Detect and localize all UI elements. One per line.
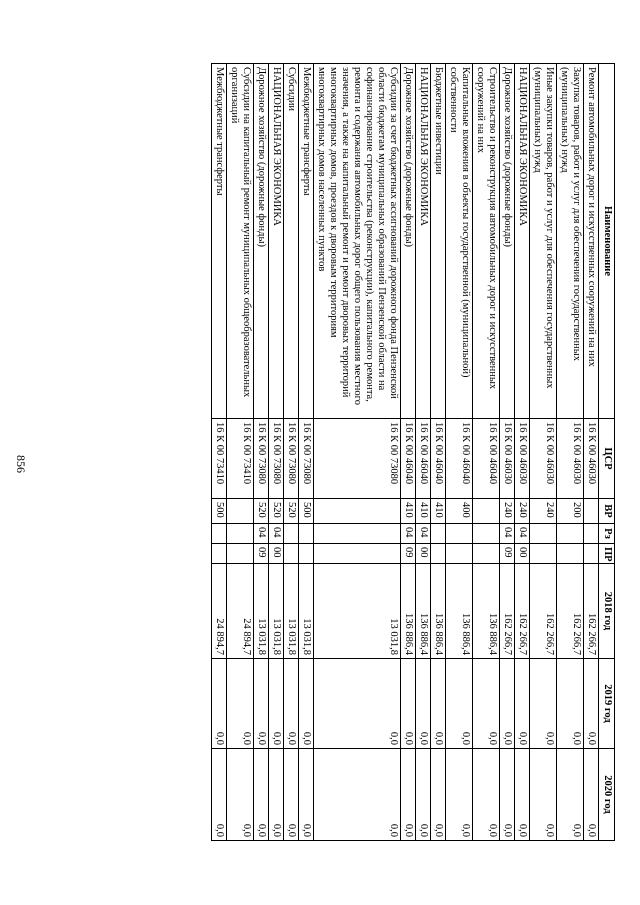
cell-2019: 0,0 (446, 659, 473, 749)
cell-csr: 16 К 00 73080 (284, 419, 299, 499)
cell-2018: 162 266,7 (500, 564, 515, 659)
cell-rz: 04 (254, 524, 269, 544)
table-body (212, 64, 599, 841)
table-row (269, 64, 284, 841)
cell-csr: 16 К 00 46030 (557, 419, 584, 499)
cell-name: Дорожное хозяйство (дорожные фонды) (500, 64, 515, 419)
cell-2019: 0,0 (557, 659, 584, 749)
cell-2019: 0,0 (269, 659, 284, 749)
cell-2018: 13 031,8 (284, 564, 299, 659)
cell-csr: 16 К 00 73410 (212, 419, 227, 499)
cell-vr: 400 (446, 499, 473, 524)
cell-2018: 24 894,7 (212, 564, 227, 659)
header-2019: 2019 год (599, 659, 615, 749)
cell-pr: 09 (254, 544, 269, 564)
cell-rz (446, 524, 473, 544)
header-rz: Рз (599, 524, 615, 544)
cell-vr: 520 (284, 499, 299, 524)
cell-csr: 16 К 00 46030 (584, 419, 599, 499)
cell-rz (557, 524, 584, 544)
cell-2020: 0,0 (227, 749, 254, 841)
cell-rz: 04 (500, 524, 515, 544)
cell-csr: 16 К 00 73080 (299, 419, 314, 499)
cell-2020: 0,0 (269, 749, 284, 841)
cell-2019: 0,0 (584, 659, 599, 749)
cell-csr: 16 К 00 46040 (401, 419, 416, 499)
table-row (473, 64, 500, 841)
cell-2019: 0,0 (416, 659, 431, 749)
header-2020: 2020 год (599, 749, 615, 841)
cell-vr (227, 499, 254, 524)
table-row (416, 64, 431, 841)
table-row (530, 64, 557, 841)
cell-2018: 13 031,8 (269, 564, 284, 659)
cell-vr: 410 (431, 499, 446, 524)
table-row (314, 64, 401, 841)
cell-pr (584, 544, 599, 564)
cell-2018: 162 266,7 (584, 564, 599, 659)
cell-vr: 410 (401, 499, 416, 524)
cell-csr: 16 К 00 73080 (269, 419, 284, 499)
cell-name: Межбюджетные трансферты (299, 64, 314, 419)
table-row (557, 64, 584, 841)
cell-pr (212, 544, 227, 564)
header-2018: 2018 год (599, 564, 615, 659)
cell-vr: 240 (530, 499, 557, 524)
cell-2020: 0,0 (515, 749, 530, 841)
cell-2018: 162 266,7 (557, 564, 584, 659)
table-row (299, 64, 314, 841)
header-csr: ЦСР (599, 419, 615, 499)
cell-vr: 240 (500, 499, 515, 524)
header-name: Наименование (599, 64, 615, 419)
cell-rz (584, 524, 599, 544)
cell-2018: 136 886,4 (446, 564, 473, 659)
cell-2019: 0,0 (500, 659, 515, 749)
cell-2020: 0,0 (584, 749, 599, 841)
header-pr: ПР (599, 544, 615, 564)
cell-vr (584, 499, 599, 524)
cell-vr: 240 (515, 499, 530, 524)
cell-2019: 0,0 (530, 659, 557, 749)
table-row (446, 64, 473, 841)
cell-name: Строительство и реконструкция автомобильных дорог и искусственных сооружений на них (473, 64, 500, 419)
table-row (212, 64, 227, 841)
cell-pr: 09 (401, 544, 416, 564)
cell-rz (530, 524, 557, 544)
cell-name: Субсидии (284, 64, 299, 419)
cell-name: НАЦИОНАЛЬНАЯ ЭКОНОМИКА (515, 64, 530, 419)
cell-vr: 500 (299, 499, 314, 524)
cell-name: Дорожное хозяйство (дорожные фонды) (401, 64, 416, 419)
cell-2019: 0,0 (299, 659, 314, 749)
cell-csr: 16 К 00 46030 (515, 419, 530, 499)
cell-csr: 16 К 00 46040 (431, 419, 446, 499)
cell-vr: 500 (212, 499, 227, 524)
cell-2020: 0,0 (212, 749, 227, 841)
cell-name: Закупка товаров, работ и услуг для обеспечения государственных (муниципальных) нужд (557, 64, 584, 419)
cell-csr: 16 К 00 46040 (446, 419, 473, 499)
cell-pr (431, 544, 446, 564)
cell-2020: 0,0 (299, 749, 314, 841)
cell-2020: 0,0 (401, 749, 416, 841)
cell-pr (557, 544, 584, 564)
cell-rz (431, 524, 446, 544)
cell-rz (473, 524, 500, 544)
cell-pr (227, 544, 254, 564)
cell-vr: 200 (557, 499, 584, 524)
cell-name: Субсидии за счет бюджетных ассигнований дорожного фонда Пензенской области бюджетам муниципальных образований Пензенской области на софинансирование строительства (реконструкции), капитального ремонта, ремонта и содержания автомобильных дорог общего пользования местного значения, а также на капитальный ремонт и ремонт дворовых территорий многоквартирных домов, проездов к дворовым территориям многоквартирных домов населенных пунктов (314, 64, 401, 419)
cell-2018: 136 886,4 (431, 564, 446, 659)
cell-rz (284, 524, 299, 544)
cell-2018: 136 886,4 (401, 564, 416, 659)
cell-rz: 04 (515, 524, 530, 544)
cell-2020: 0,0 (500, 749, 515, 841)
cell-vr: 520 (269, 499, 284, 524)
rotated-page (90, 63, 615, 840)
cell-pr (446, 544, 473, 564)
cell-pr: 00 (515, 544, 530, 564)
cell-rz (212, 524, 227, 544)
cell-2018: 136 886,4 (473, 564, 500, 659)
cell-pr (284, 544, 299, 564)
cell-2018: 136 886,4 (416, 564, 431, 659)
cell-2019: 0,0 (284, 659, 299, 749)
table-header-row (599, 64, 615, 841)
table-row (254, 64, 269, 841)
cell-2019: 0,0 (431, 659, 446, 749)
cell-name: Ремонт автомобильных дорог и искусственных сооружений на них (584, 64, 599, 419)
cell-2020: 0,0 (446, 749, 473, 841)
cell-rz: 04 (401, 524, 416, 544)
cell-2019: 0,0 (314, 659, 401, 749)
cell-2018: 13 031,8 (314, 564, 401, 659)
budget-table (211, 63, 615, 841)
table-row (227, 64, 254, 841)
cell-vr: 410 (416, 499, 431, 524)
cell-2018: 13 031,8 (254, 564, 269, 659)
cell-csr: 16 К 00 73410 (227, 419, 254, 499)
cell-2020: 0,0 (557, 749, 584, 841)
cell-pr (299, 544, 314, 564)
cell-2019: 0,0 (212, 659, 227, 749)
cell-name: Бюджетные инвестиции (431, 64, 446, 419)
cell-pr: 00 (269, 544, 284, 564)
cell-name: Дорожное хозяйство (дорожные фонды) (254, 64, 269, 419)
cell-pr (314, 544, 401, 564)
table-row (515, 64, 530, 841)
cell-2020: 0,0 (254, 749, 269, 841)
cell-csr: 16 К 00 46030 (500, 419, 515, 499)
cell-2019: 0,0 (401, 659, 416, 749)
page-number: 856 (14, 455, 28, 473)
cell-name: НАЦИОНАЛЬНАЯ ЭКОНОМИКА (269, 64, 284, 419)
cell-2020: 0,0 (431, 749, 446, 841)
table-row (431, 64, 446, 841)
cell-2019: 0,0 (515, 659, 530, 749)
cell-pr (530, 544, 557, 564)
table-row (500, 64, 515, 841)
cell-vr (473, 499, 500, 524)
cell-rz (314, 524, 401, 544)
cell-csr: 16 К 00 73080 (254, 419, 269, 499)
cell-2018: 13 031,8 (299, 564, 314, 659)
cell-2018: 24 894,7 (227, 564, 254, 659)
cell-vr: 520 (254, 499, 269, 524)
cell-pr: 00 (416, 544, 431, 564)
cell-rz (227, 524, 254, 544)
cell-2020: 0,0 (416, 749, 431, 841)
cell-name: Капитальные вложения в объекты государственной (муниципальной) собственности (446, 64, 473, 419)
header-vr: ВР (599, 499, 615, 524)
cell-name: Межбюджетные трансферты (212, 64, 227, 419)
cell-csr: 16 К 00 46040 (416, 419, 431, 499)
cell-2019: 0,0 (473, 659, 500, 749)
cell-2020: 0,0 (314, 749, 401, 841)
cell-rz: 04 (416, 524, 431, 544)
cell-pr: 09 (500, 544, 515, 564)
cell-rz: 04 (269, 524, 284, 544)
cell-2019: 0,0 (254, 659, 269, 749)
cell-vr (314, 499, 401, 524)
table-row (401, 64, 416, 841)
cell-name: НАЦИОНАЛЬНАЯ ЭКОНОМИКА (416, 64, 431, 419)
cell-2018: 162 266,7 (515, 564, 530, 659)
cell-2019: 0,0 (227, 659, 254, 749)
cell-2020: 0,0 (530, 749, 557, 841)
cell-csr: 16 К 00 46030 (530, 419, 557, 499)
cell-pr (473, 544, 500, 564)
cell-name: Иные закупки товаров, работ и услуг для обеспечения государственных (муниципальных) нужд (530, 64, 557, 419)
cell-name: Субсидии на капитальный ремонт муниципальных общеобразовательных организаций (227, 64, 254, 419)
table-row (284, 64, 299, 841)
cell-2020: 0,0 (284, 749, 299, 841)
cell-2020: 0,0 (473, 749, 500, 841)
cell-rz (299, 524, 314, 544)
table-row (584, 64, 599, 841)
cell-csr: 16 К 00 46040 (473, 419, 500, 499)
cell-2018: 162 266,7 (530, 564, 557, 659)
cell-csr: 16 К 00 73080 (314, 419, 401, 499)
